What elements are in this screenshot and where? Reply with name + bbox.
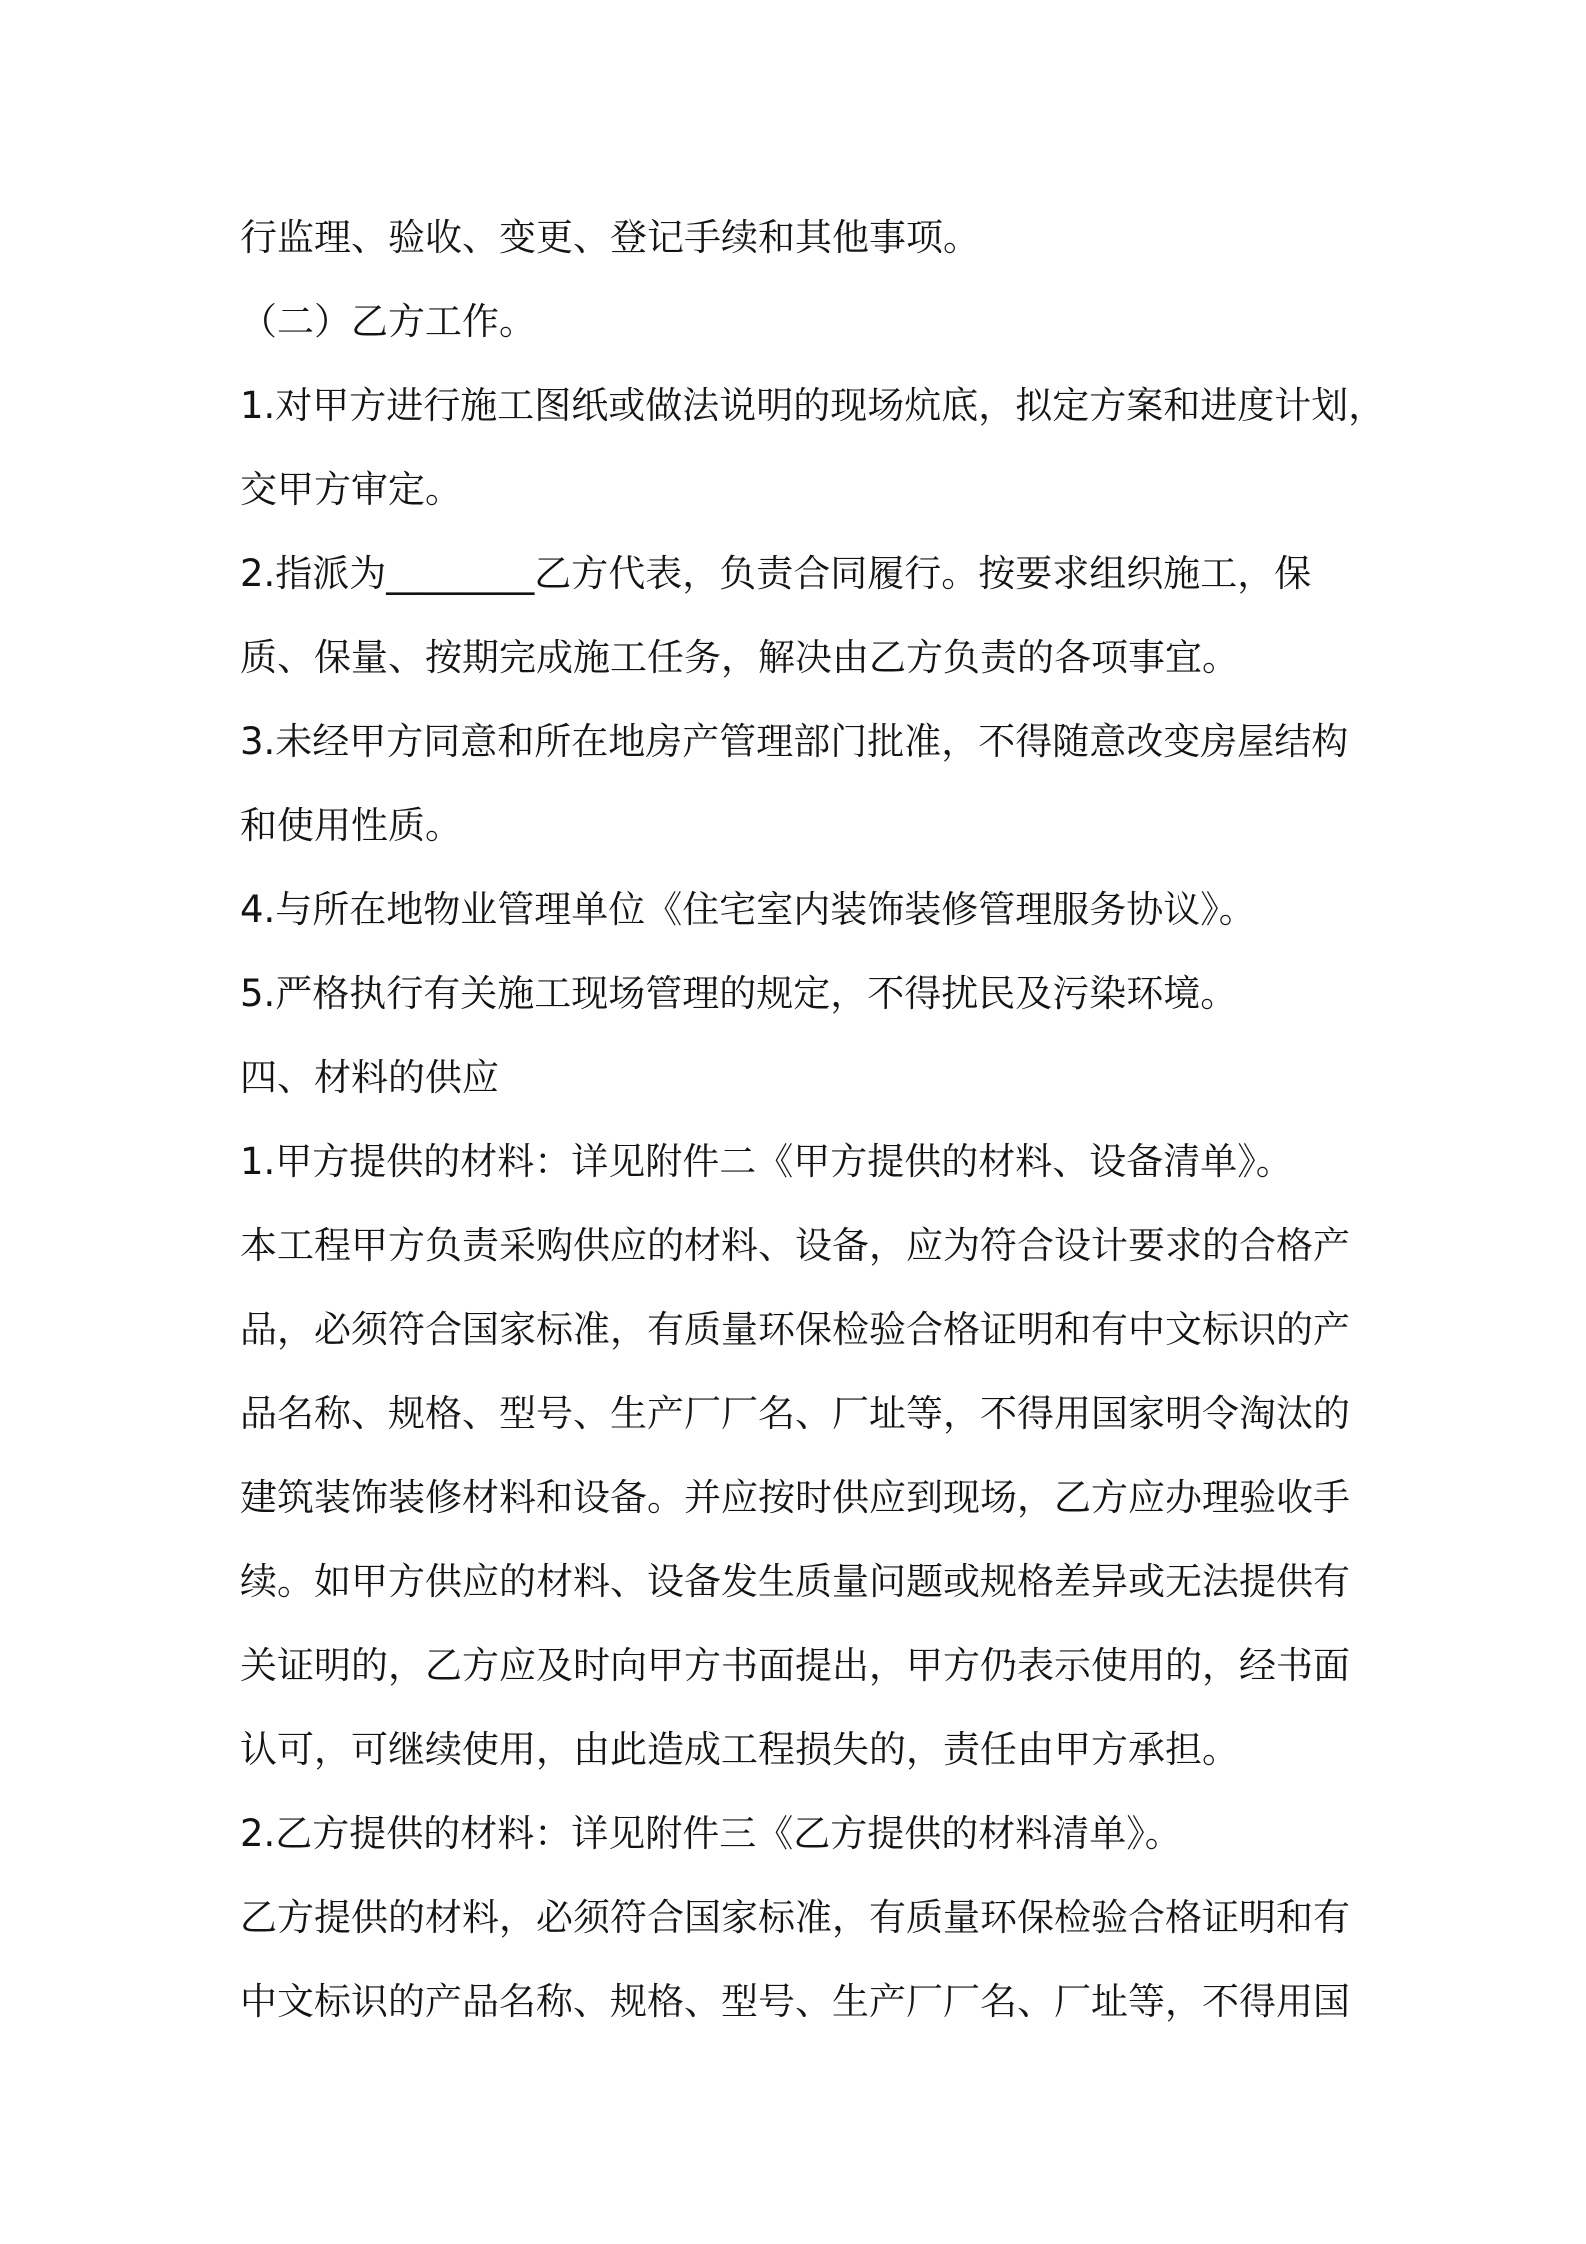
text-line: 1.甲方提供的材料：详见附件二《甲方提供的材料、设备清单》。 <box>240 1140 1293 1183</box>
text-line: 续。如甲方供应的材料、设备发生质量问题或规格差异或无法提供有 <box>240 1560 1350 1603</box>
text-line: 和使用性质。 <box>240 804 462 847</box>
text-line: 本工程甲方负责采购供应的材料、设备，应为符合设计要求的合格产 <box>240 1224 1350 1267</box>
text-line: 质、保量、按期完成施工任务，解决由乙方负责的各项事宜。 <box>240 636 1239 679</box>
text-line: 认可，可继续使用，由此造成工程损失的，责任由甲方承担。 <box>240 1728 1239 1771</box>
text-line: 建筑装饰装修材料和设备。并应按时供应到现场，乙方应办理验收手 <box>240 1476 1350 1519</box>
text-line: 品名称、规格、型号、生产厂厂名、厂址等，不得用国家明令淘汰的 <box>240 1392 1350 1435</box>
text-line: 4.与所在地物业管理单位《住宅室内装饰装修管理服务协议》。 <box>240 888 1256 931</box>
section-heading: （二）乙方工作。 <box>240 300 536 343</box>
text-line: 中文标识的产品名称、规格、型号、生产厂厂名、厂址等，不得用国 <box>240 1980 1350 2023</box>
text-line: 2.乙方提供的材料：详见附件三《乙方提供的材料清单》。 <box>240 1812 1182 1855</box>
text-line: 3.未经甲方同意和所在地房产管理部门批准，不得随意改变房屋结构 <box>240 720 1349 763</box>
text-line: 品，必须符合国家标准，有质量环保检验合格证明和有中文标识的产 <box>240 1308 1350 1351</box>
section-heading: 四、材料的供应 <box>240 1056 499 1099</box>
text-line: 关证明的，乙方应及时向甲方书面提出，甲方仍表示使用的，经书面 <box>240 1644 1350 1687</box>
text-line: 乙方提供的材料，必须符合国家标准，有质量环保检验合格证明和有 <box>240 1896 1350 1939</box>
text-line: 交甲方审定。 <box>240 468 462 511</box>
text-line: 行监理、验收、变更、登记手续和其他事项。 <box>240 216 980 259</box>
text-line: 2.指派为________乙方代表，负责合同履行。按要求组织施工，保 <box>240 552 1312 595</box>
document-body <box>240 196 1386 2044</box>
text-line: 1.对甲方进行施工图纸或做法说明的现场炕底，拟定方案和进度计划， <box>240 384 1386 427</box>
text-line: 5.严格执行有关施工现场管理的规定，不得扰民及污染环境。 <box>240 972 1238 1015</box>
